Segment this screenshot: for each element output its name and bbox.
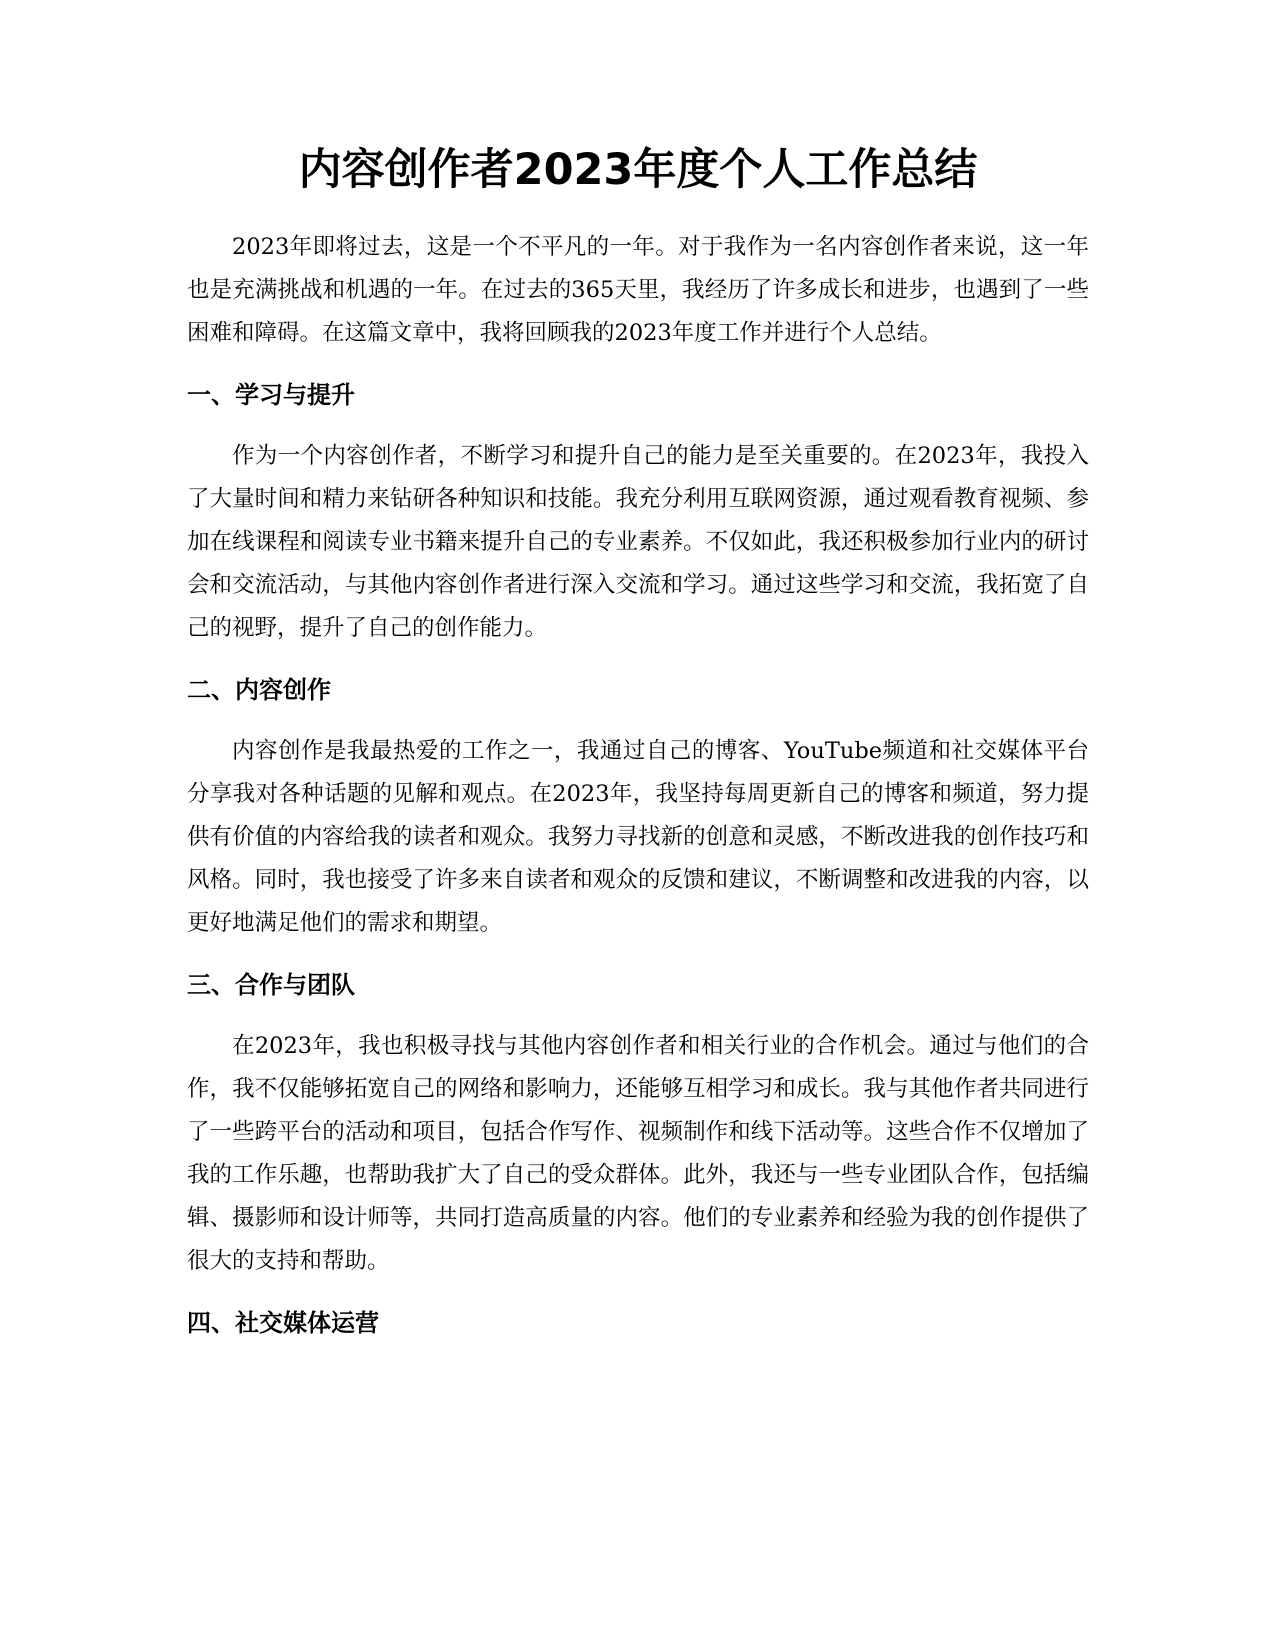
section-body-cooperation: 在2023年，我也积极寻找与其他内容创作者和相关行业的合作机会。通过与他们的合作，我不仅能够拓宽自己的网络和影响力，还能够互相学习和成长。我与其他作者共同进行了一些跨平台的活动和项目，包括合作写作、视频制作和线下活动等。这些合作不仅增加了我的工作乐趣，也帮助我扩大了自己的受众群体。此外，我还与一些专业团队合作，包括编辑、摄影师和设计师等，共同打造高质量的内容。他们的专业素养和经验为我的创作提供了很大的支持和帮助。 xyxy=(187,1033,1089,1274)
document-title: 内容创作者2023年度个人工作总结 xyxy=(298,145,978,195)
section-body-learning: 作为一个内容创作者，不断学习和提升自己的能力是至关重要的。在2023年，我投入了大量时间和精力来钻研各种知识和技能。我充分利用互联网资源，通过观看教育视频、参加在线课程和阅读专业书籍来提升自己的专业素养。不仅如此，我还积极参加行业内的研讨会和交流活动，与其他内容创作者进行深入交流和学习。通过这些学习和交流，我拓宽了自己的视野，提升了自己的创作能力。 xyxy=(187,443,1089,641)
section-heading-social-media: 四、社交媒体运营 xyxy=(187,1309,379,1337)
section-heading-cooperation: 三、合作与团队 xyxy=(187,971,355,999)
section-heading-content-creation: 二、内容创作 xyxy=(187,676,331,704)
section-heading-learning: 一、学习与提升 xyxy=(187,381,355,409)
document-content xyxy=(187,138,1089,1363)
section-body-content-creation: 内容创作是我最热爱的工作之一，我通过自己的博客、YouTube频道和社交媒体平台分享我对各种话题的见解和观点。在2023年，我坚持每周更新自己的博客和频道，努力提供有价值的内容给我的读者和观众。我努力寻找新的创意和灵感，不断改进我的创作技巧和风格。同时，我也接受了许多来自读者和观众的反馈和建议，不断调整和改进我的内容，以更好地满足他们的需求和期望。 xyxy=(187,738,1089,936)
intro-paragraph: 2023年即将过去，这是一个不平凡的一年。对于我作为一名内容创作者来说，这一年也是充满挑战和机遇的一年。在过去的365天里，我经历了许多成长和进步，也遇到了一些困难和障碍。在这篇文章中，我将回顾我的2023年度工作并进行个人总结。 xyxy=(187,234,1089,346)
